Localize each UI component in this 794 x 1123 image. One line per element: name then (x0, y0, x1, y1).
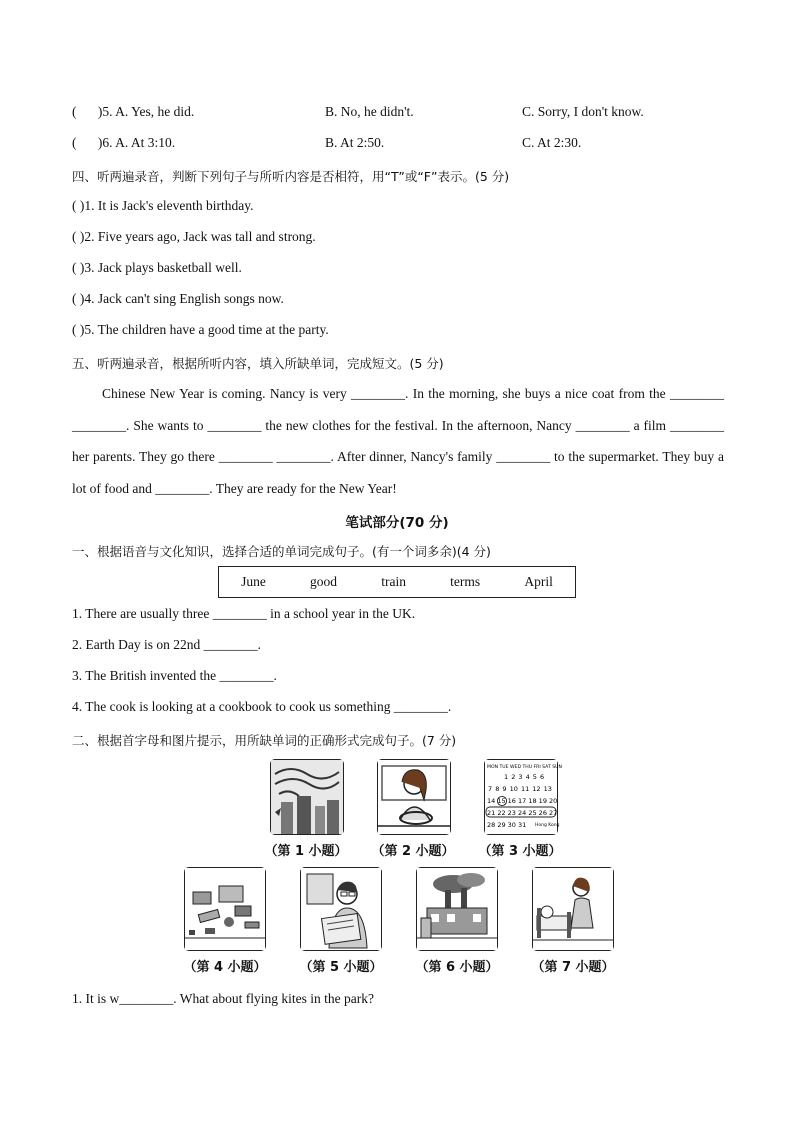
part5-heading: 五、听两遍录音，根据所听内容，填入所缺单词，完成短文。(5 分) (72, 356, 444, 371)
section1-heading: 一、根据语音与文化知识，选择合适的单词完成句子。(有一个词多余)(4 分) (72, 544, 491, 559)
picture-calendar (484, 759, 562, 835)
part5-passage (72, 378, 724, 504)
windy-city-icon (271, 760, 343, 834)
word-bank (218, 566, 576, 598)
q5-option-a: )5. A. Yes, he did. (97, 104, 195, 119)
part4-item-2: ( )2. Five years ago, Jack was tall and strong. (72, 229, 316, 244)
written-title: 笔试部分(70 分) (345, 515, 449, 531)
part4-item-3: ( )3. Jack plays basketball well. (72, 260, 242, 275)
caption-6: （第 6 小题） (415, 960, 499, 975)
part4-item-1: ( )1. It is Jack's eleventh birthday. (72, 198, 254, 213)
calendar-row-3: 14 15 16 17 18 19 20 (487, 797, 558, 805)
q5-paren: ( (72, 104, 77, 119)
q6-option-a: )6. A. At 3:10. (97, 135, 176, 150)
caption-5: （第 5 小题） (299, 960, 383, 975)
listening-q6 (72, 135, 175, 151)
word-bank-terms: terms (450, 574, 481, 589)
caption-2: （第 2 小题） (371, 844, 455, 859)
picture-woman-driving (377, 759, 451, 835)
part4-item-5: ( )5. The children have a good time at the party. (72, 322, 329, 337)
caption-1: （第 1 小题） (264, 844, 348, 859)
calendar-note: Hong Kong (535, 823, 560, 828)
picture-windy-city (270, 759, 344, 835)
word-bank-april: April (524, 574, 553, 589)
part4-item-4: ( )4. Jack can't sing English songs now. (72, 291, 284, 306)
caption-4: （第 4 小题） (183, 960, 267, 975)
woman-driving-icon (378, 760, 450, 834)
picture-messy-room (184, 867, 266, 951)
calendar-icon (485, 760, 562, 834)
q6-option-b: B. At 2:50. (325, 135, 385, 150)
picture-man-reading (300, 867, 382, 951)
man-reading-icon (301, 868, 381, 950)
calendar-row-4: 21 22 23 24 25 26 27 (487, 809, 558, 817)
sick-child-icon (533, 868, 613, 950)
word-bank-june: June (241, 574, 266, 589)
word-bank-good: good (310, 574, 338, 589)
q6-paren: ( (72, 135, 77, 150)
word-bank-train: train (381, 574, 406, 589)
q5-option-b: B. No, he didn't. (325, 104, 414, 119)
q6-option-c: C. At 2:30. (522, 135, 582, 150)
picture-factory-pollution (416, 867, 498, 951)
section1-item-3: 3. The British invented the ________. (72, 668, 277, 683)
section2-heading: 二、根据首字母和图片提示，用所缺单词的正确形式完成句子。(7 分) (72, 733, 457, 748)
caption-3: （第 3 小题） (478, 844, 562, 859)
calendar-row-5: 28 29 30 31 (487, 821, 527, 829)
calendar-header: MON TUE WED THU FRI SAT SUN (487, 765, 562, 770)
listening-q5 (72, 104, 194, 120)
section1-item-4: 4. The cook is looking at a cookbook to cook us something ________. (72, 699, 452, 714)
picture-sick-child (532, 867, 614, 951)
part5-passage-text: Chinese New Year is coming. Nancy is very ________. In the morning, she buys a nice coat from the ________ ________. She wants to ________ the new clothes for the festival. In the afternoon, Nancy ________ a film ________ her parents. They go there ________ ________. After dinner, Nancy's family ________ to the supermarket. They buy a lot of food and ________. They are ready for the New Year! (72, 386, 724, 496)
caption-7: （第 7 小题） (531, 960, 615, 975)
q5-option-c: C. Sorry, I don't know. (522, 104, 644, 119)
messy-room-icon (185, 868, 265, 950)
calendar-row-1: 1 2 3 4 5 6 (504, 773, 545, 781)
section2-item-1: 1. It is w________. What about flying kites in the park? (72, 991, 374, 1006)
calendar-row-2: 7 8 9 10 11 12 13 (488, 785, 552, 793)
section1-item-1: 1. There are usually three ________ in a school year in the UK. (72, 606, 416, 621)
section1-item-2: 2. Earth Day is on 22nd ________. (72, 637, 261, 652)
factory-pollution-icon (417, 868, 497, 950)
part4-heading: 四、听两遍录音，判断下列句子与所听内容是否相符，用“T”或“F”表示。(5 分) (72, 169, 510, 184)
